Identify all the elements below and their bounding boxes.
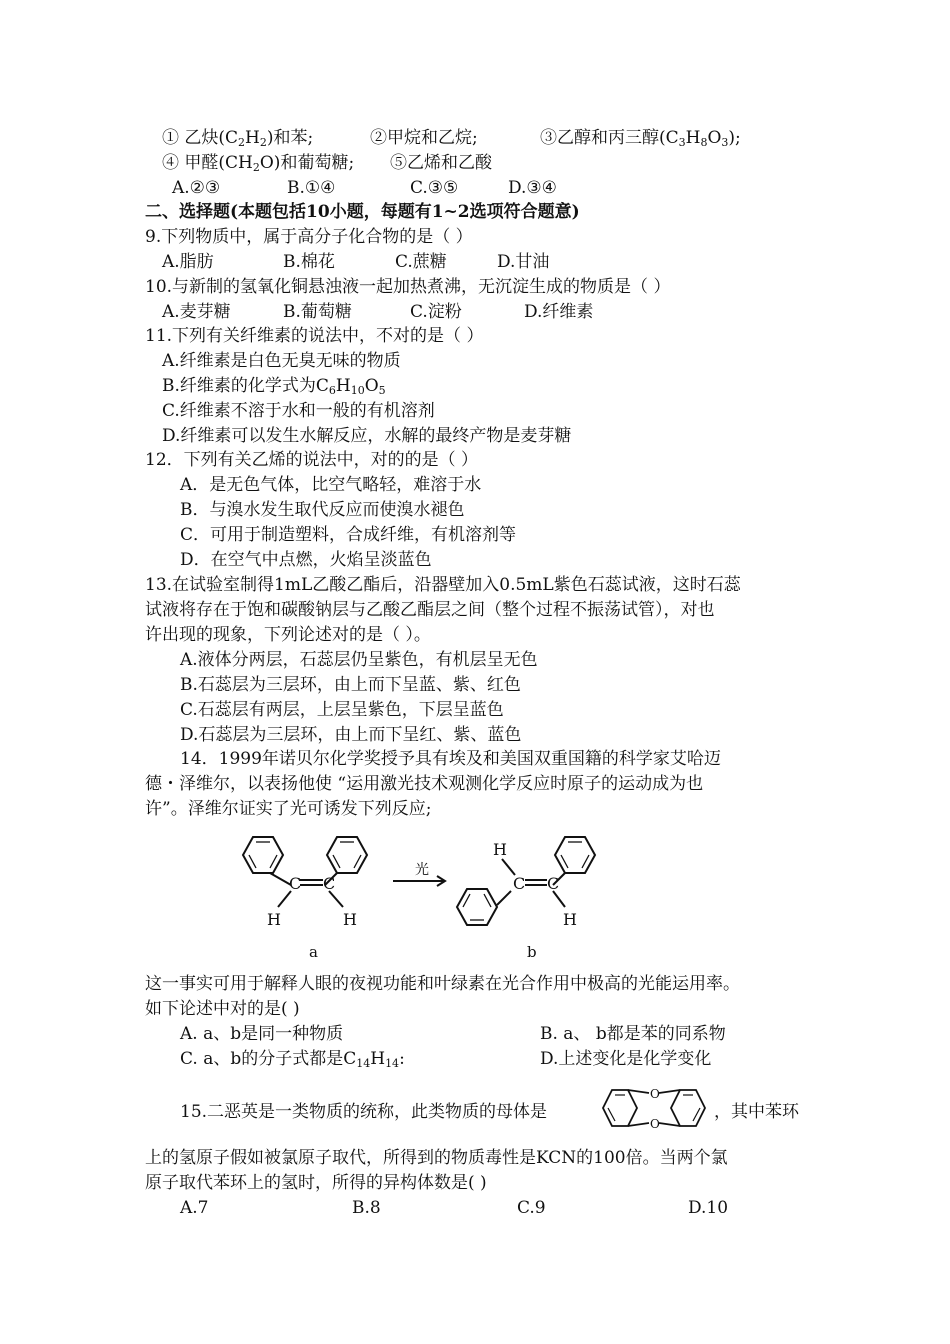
q15-stem-line3: 原子取代苯环上的氢时，所得的异构体数是( )	[145, 1173, 487, 1193]
q12-option-a: A．是无色气体，比空气略轻，难溶于水	[180, 475, 482, 495]
q14-after-line2: 如下论述中对的是( )	[145, 999, 300, 1019]
q13-option-b: B.石蕊层为三层环，由上而下呈蓝、紫、红色	[180, 675, 521, 695]
q8-option-b: B.①④	[287, 178, 336, 198]
atom-h-top-b: H	[493, 840, 507, 859]
q12-stem: 12．下列有关乙烯的说法中，对的的是（ ）	[145, 450, 479, 470]
q15-option-a: A.7	[180, 1198, 209, 1218]
q11-option-b: B.纤维素的化学式为$C_6H_{10}O_5$	[162, 376, 386, 397]
oxygen-top: O	[650, 1087, 660, 1101]
q11-stem: 11.下列有关纤维素的说法中，不对的是（ ）	[145, 326, 484, 346]
q15-stem-line2: 上的氢原子假如被氯原子取代，所得到的物质毒性是KCN的100倍。当两个氯	[145, 1148, 728, 1168]
q12-option-b: B．与溴水发生取代反应而使溴水褪色	[180, 500, 465, 520]
q14-option-c: C. a、b的分子式都是$C_{14}H_{14}$:	[180, 1049, 405, 1070]
q15-option-b: B.8	[352, 1198, 381, 1218]
q13-option-a: A.液体分两层，石蕊层仍呈紫色，有机层呈无色	[180, 650, 538, 670]
atom-h-bottom-b: H	[563, 910, 577, 929]
q9-option-b: B.棉花	[283, 252, 335, 272]
atom-c-right-b: C	[547, 874, 560, 893]
q15-stem-post: ，其中苯环	[714, 1102, 799, 1122]
q9-option-c: C.蔗糖	[395, 252, 447, 272]
q8-line1-item2: ②甲烷和乙烷;	[370, 128, 478, 148]
q15-option-c: C.9	[517, 1198, 546, 1218]
q14-option-a: A. a、b是同一种物质	[180, 1024, 344, 1044]
q13-stem-line2: 试液将存在于饱和碳酸钠层与乙酸乙酯层之间（整个过程不振荡试管），对也	[145, 600, 715, 620]
atom-c-left-b: C	[513, 874, 526, 893]
q14-option-b: B. a、 b都是苯的同系物	[540, 1024, 726, 1044]
q8-line2-item5: ⑤乙烯和乙酸	[390, 153, 492, 173]
q13-option-c: C.石蕊层有两层，上层呈紫色，下层呈蓝色	[180, 700, 504, 720]
q9-option-a: A.脂肪	[162, 252, 214, 272]
q10-stem: 10.与新制的氢氧化铜悬浊液一起加热煮沸，无沉淀生成的物质是（ ）	[145, 277, 671, 297]
q11-option-d: D.纤维素可以发生水解反应，水解的最终产物是麦芽糖	[162, 426, 572, 446]
label-a: a	[309, 943, 318, 961]
q12-option-c: C．可用于制造塑料，合成纤维，有机溶剂等	[180, 525, 517, 545]
q14-stem-line3: 许”。泽维尔证实了光可诱发下列反应;	[145, 799, 432, 819]
dibenzodioxin-figure	[595, 1083, 713, 1133]
label-b: b	[527, 943, 537, 961]
q10-option-a: A.麦芽糖	[162, 302, 231, 322]
q11-option-a: A.纤维素是白色无臭无味的物质	[162, 351, 401, 371]
stilbene-reaction-figure	[225, 825, 625, 965]
q8-option-c: C.③⑤	[410, 178, 459, 198]
q13-stem-line3: 许出现的现象，下列论述对的是（ ）。	[145, 625, 431, 645]
q9-option-d: D.甘油	[497, 252, 550, 272]
q14-stem-line1: 14．1999年诺贝尔化学奖授予具有埃及和美国双重国籍的科学家艾哈迈	[180, 749, 721, 769]
q10-option-c: C.淀粉	[410, 302, 462, 322]
q11-option-c: C.纤维素不溶于水和一般的有机溶剂	[162, 401, 435, 421]
q10-option-b: B.葡萄糖	[283, 302, 352, 322]
q14-after-line1: 这一事实可用于解释人眼的夜视功能和叶绿素在光合作用中极高的光能运用率。	[145, 974, 740, 994]
q14-option-d: D.上述变化是化学变化	[540, 1049, 712, 1069]
q8-line2-item4: ④ 甲醛$(CH_2O)$和葡萄糖;	[162, 153, 355, 174]
atom-h-right-a: H	[343, 910, 357, 929]
q8-line1-item3: ③乙醇和丙三醇$(C_3H_8O_3)$;	[540, 128, 741, 149]
q10-option-d: D.纤维素	[524, 302, 594, 322]
q15-option-d: D.10	[688, 1198, 729, 1218]
q8-option-a: A.②③	[172, 178, 221, 198]
q12-option-d: D．在空气中点燃，火焰呈淡蓝色	[180, 550, 432, 570]
q13-stem-line1: 13.在试验室制得1mL乙酸乙酯后，沿器壁加入0.5mL紫色石蕊试液，这时石蕊	[145, 575, 741, 595]
q15-stem-pre: 15.二恶英是一类物质的统称，此类物质的母体是	[180, 1102, 548, 1122]
q8-option-d: D.③④	[508, 178, 557, 198]
section-title: 二、选择题(本题包括10小题，每题有1~2选项符合题意)	[145, 202, 580, 222]
q8-line1-item1: ① 乙炔$(C_2H_2)$和苯;	[162, 128, 314, 149]
q13-option-d: D.石蕊层为三层环，由上而下呈红、紫、蓝色	[180, 725, 522, 745]
q9-stem: 9.下列物质中，属于高分子化合物的是（ ）	[145, 227, 473, 247]
oxygen-bottom: O	[650, 1117, 660, 1131]
atom-c-right-a: C	[323, 874, 336, 893]
q14-stem-line2: 德・泽维尔，以表扬他使 “运用激光技术观测化学反应时原子的运动成为也	[145, 774, 704, 794]
atom-h-left-a: H	[267, 910, 281, 929]
arrow-label: 光	[415, 862, 429, 878]
atom-c-left-a: C	[289, 874, 302, 893]
